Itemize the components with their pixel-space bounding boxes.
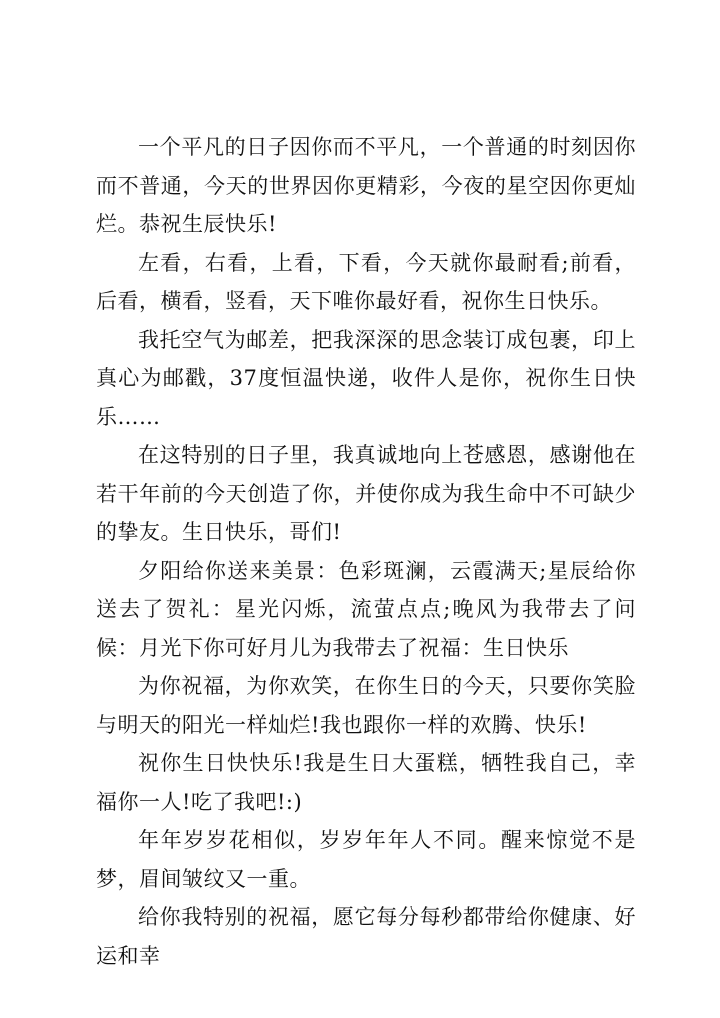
paragraph-3: 我托空气为邮差，把我深深的思念装订成包裹，印上真心为邮戳，37度恒温快递，收件人是你，祝你生日快乐…… <box>96 327 636 429</box>
paragraph-8: 年年岁岁花相似，岁岁年年人不同。醒来惊觉不是梦，眉间皱纹又一重。 <box>96 828 636 891</box>
document-body <box>96 128 636 975</box>
paragraph-7: 祝你生日快快乐!我是生日大蛋糕，牺牲我自己，幸福你一人!吃了我吧!:) <box>96 751 636 814</box>
paragraph-6: 为你祝福，为你欢笑，在你生日的今天，只要你笑脸与明天的阳光一样灿烂!我也跟你一样的欢腾、快乐! <box>96 674 636 737</box>
paragraph-1: 一个平凡的日子因你而不平凡，一个普通的时刻因你而不普通，今天的世界因你更精彩，今夜的星空因你更灿烂。恭祝生辰快乐! <box>96 135 636 236</box>
paragraph-4: 在这特别的日子里，我真诚地向上苍感恩，感谢他在若干年前的今天创造了你，并使你成为我生命中不可缺少的挚友。生日快乐，哥们! <box>96 443 636 544</box>
paragraph-9: 给你我特别的祝福，愿它每分每秒都带给你健康、好运和幸 <box>96 905 636 968</box>
paragraph-5: 夕阳给你送来美景：色彩斑澜，云霞满天;星辰给你送去了贺礼：星光闪烁，流萤点点;晚风为我带去了问候：月光下你可好月儿为我带去了祝福：生日快乐 <box>96 558 636 660</box>
paragraph-2: 左看，右看，上看，下看，今天就你最耐看;前看，后看，横看，竖看，天下唯你最好看，祝你生日快乐。 <box>96 250 636 313</box>
